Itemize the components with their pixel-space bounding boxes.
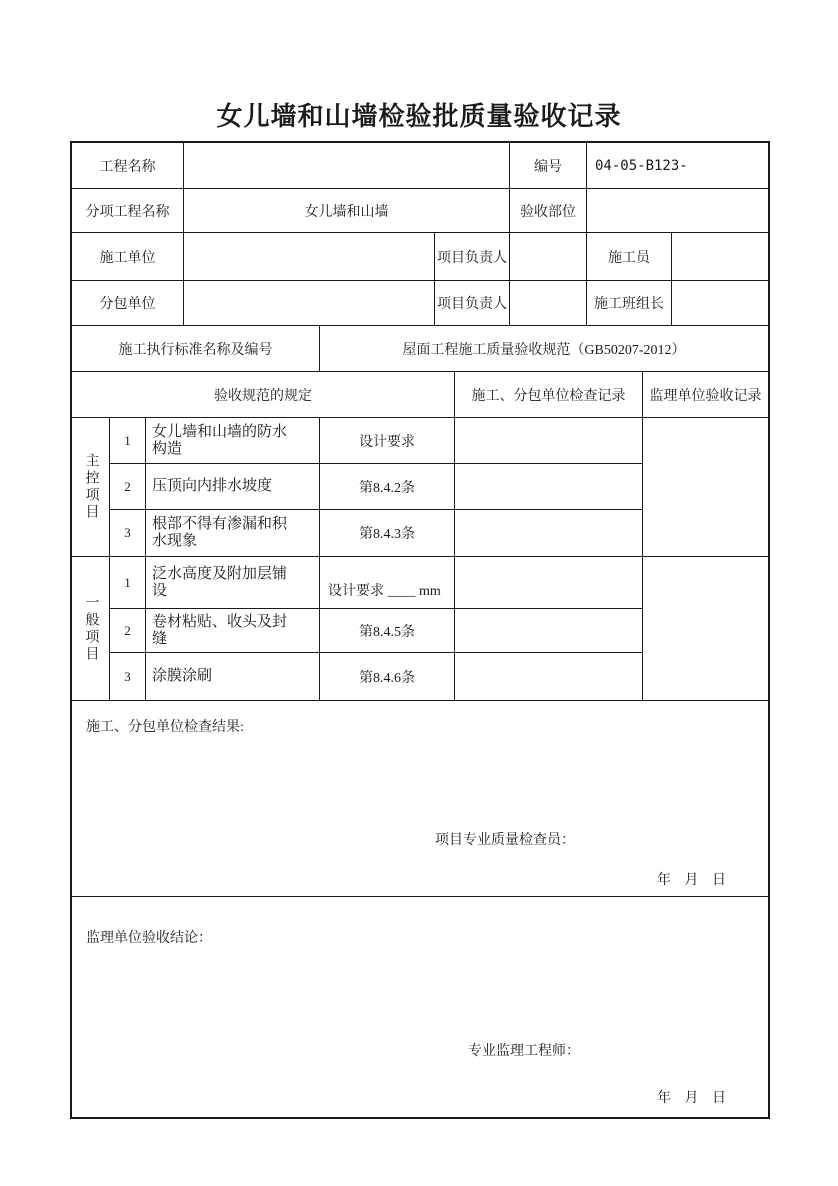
supervisor-label: 专业监理工程师：	[468, 1044, 580, 1059]
item-name: 泛水高度及附加层铺设	[146, 557, 320, 609]
conclusion-label: 监理单位验收结论：	[86, 931, 212, 946]
row-number: 2	[110, 609, 146, 653]
item-requirement: 第8.4.2条	[320, 464, 455, 510]
item-name: 根部不得有渗漏和积水现象	[146, 510, 320, 557]
item-requirement: 第8.4.3条	[320, 510, 455, 557]
check-record-header: 施工、分包单位检查记录	[455, 372, 643, 418]
row-standard	[72, 326, 768, 372]
date-line: 年 月 日	[657, 1091, 726, 1106]
check-record-cell[interactable]	[455, 609, 643, 653]
check-record-cell[interactable]	[455, 653, 643, 701]
row-number: 3	[110, 653, 146, 701]
row-construction-unit	[72, 233, 768, 281]
supervision-header: 监理单位验收记录	[643, 372, 768, 418]
check-record-cell[interactable]	[455, 557, 643, 609]
construction-unit-label: 施工单位	[72, 233, 184, 281]
item-name: 卷材粘贴、收头及封缝	[146, 609, 320, 653]
sub-project-leader-value-cell[interactable]	[510, 281, 587, 326]
item-name: 女儿墙和山墙的防水构造	[146, 418, 320, 464]
table-row	[110, 557, 643, 609]
construction-unit-value-cell[interactable]	[184, 233, 435, 281]
row-grid-headers	[72, 372, 768, 418]
sub-project-leader-label: 项目负责人	[435, 281, 510, 326]
item-requirement: 设计要求 ____ mm	[320, 557, 455, 609]
number-value: 04-05-B123-	[587, 143, 768, 189]
table-row	[110, 609, 643, 653]
check-record-cell[interactable]	[455, 464, 643, 510]
subcontractor-label: 分包单位	[72, 281, 184, 326]
project-leader-value-cell[interactable]	[510, 233, 587, 281]
general-rows	[110, 557, 643, 701]
supervision-record-cell[interactable]	[643, 418, 768, 557]
subproject-label: 分项工程名称	[72, 189, 184, 233]
standard-label: 施工执行标准名称及编号	[72, 326, 320, 372]
main-control-group-label: 主控项目	[83, 453, 99, 521]
item-requirement: 第8.4.5条	[320, 609, 455, 653]
project-name-value-cell[interactable]	[184, 143, 510, 189]
table-row	[110, 464, 643, 510]
table-row	[110, 653, 643, 701]
item-name: 涂膜涂刷	[146, 653, 320, 701]
item-name: 压顶向内排水坡度	[146, 464, 320, 510]
row-number: 1	[110, 418, 146, 464]
general-group-cell	[72, 557, 110, 701]
constructor-value-cell[interactable]	[672, 233, 768, 281]
quality-checker-label: 项目专业质量检查员：	[435, 833, 575, 848]
table-row	[110, 418, 643, 464]
subproject-value: 女儿墙和山墙	[184, 189, 510, 233]
acceptance-part-value-cell[interactable]	[587, 189, 768, 233]
regulation-header: 验收规范的规定	[72, 372, 455, 418]
row-subproject	[72, 189, 768, 233]
check-record-cell[interactable]	[455, 510, 643, 557]
number-label: 编号	[510, 143, 587, 189]
row-project-name	[72, 143, 768, 189]
table-row	[110, 510, 643, 557]
row-subcontractor	[72, 281, 768, 326]
supervision-record-cell[interactable]	[643, 557, 768, 701]
project-leader-label: 项目负责人	[435, 233, 510, 281]
page-title: 女儿墙和山墙检验批质量验收记录	[216, 101, 622, 131]
conclusion-section[interactable]	[72, 897, 768, 1117]
check-record-cell[interactable]	[455, 418, 643, 464]
project-name-label: 工程名称	[72, 143, 184, 189]
main-control-block	[72, 418, 768, 557]
standard-value: 屋面工程施工质量验收规范（GB50207-2012）	[320, 326, 768, 372]
team-leader-label: 施工班组长	[587, 281, 672, 326]
subcontractor-value-cell[interactable]	[184, 281, 435, 326]
row-number: 2	[110, 464, 146, 510]
constructor-label: 施工员	[587, 233, 672, 281]
main-control-rows	[110, 418, 643, 557]
check-result-label: 施工、分包单位检查结果:	[86, 720, 244, 735]
acceptance-part-label: 验收部位	[510, 189, 587, 233]
row-number: 1	[110, 557, 146, 609]
date-line: 年 月 日	[657, 873, 726, 888]
main-control-group-cell	[72, 418, 110, 557]
form-table	[70, 141, 770, 1119]
check-result-section[interactable]	[72, 701, 768, 897]
row-number: 3	[110, 510, 146, 557]
general-block	[72, 557, 768, 701]
general-group-label: 一般项目	[83, 594, 99, 663]
team-leader-value-cell[interactable]	[672, 281, 768, 326]
item-requirement: 第8.4.6条	[320, 653, 455, 701]
item-requirement: 设计要求	[320, 418, 455, 464]
